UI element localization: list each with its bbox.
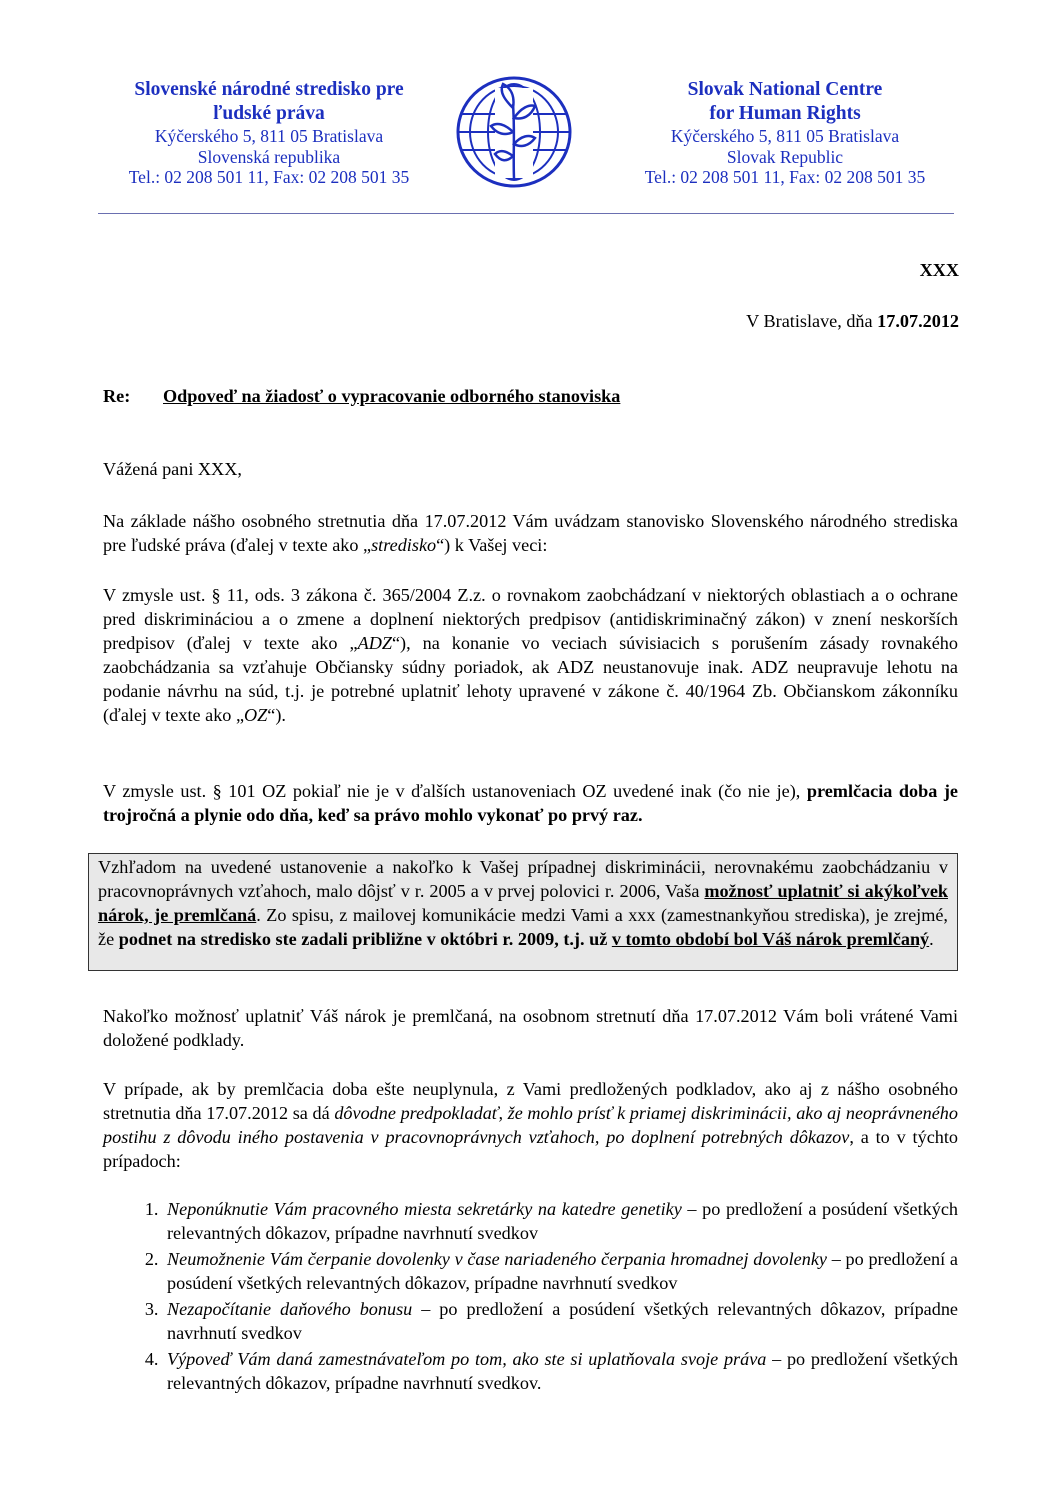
org-name-sk-line2: ľudské práva xyxy=(213,103,325,124)
paragraph-intro xyxy=(103,509,958,557)
p2-term-adz: ADZ xyxy=(357,633,392,653)
p1-text-c: “) k Vašej veci: xyxy=(436,535,548,555)
paragraph-possible-discrimination xyxy=(103,1077,958,1173)
box-text-c: . Zo spisu, z mailovej komunikácie medzi Vami a xxx (zamestnankyňou strediska), je zrejmé, že xyxy=(98,905,948,949)
re-subject: Odpoveď na žiadosť o vypracovanie odborného stanoviska xyxy=(163,386,621,406)
list-item xyxy=(163,1247,958,1295)
p1-text-a: Na základe nášho osobného stretnutia dňa 17.07.2012 Vám uvádzam stanovisko Slovenského národného strediska pre ľudské práva (ďalej v texte ako „ xyxy=(103,511,958,555)
list-item xyxy=(163,1347,958,1395)
contact-sk: Tel.: 02 208 501 11, Fax: 02 208 501 35 xyxy=(128,167,410,187)
org-name-sk-line1: Slovenské národné stredisko pre xyxy=(134,79,404,100)
cases-list xyxy=(103,1197,958,1397)
p5-text-a: V prípade, ak by premlčacia doba ešte neuplynula, z Vami predložených podkladov, ako aj z nášho osobného stretnutia dňa 17.07.2012 sa dá xyxy=(103,1079,958,1123)
country-sk: Slovenská republika xyxy=(197,146,341,167)
p2-term-oz: OZ xyxy=(244,705,268,725)
p5-text-c: , a to v týchto prípadoch: xyxy=(103,1127,959,1171)
list-item-title: Výpoveď Vám daná zamestnávateľom po tom, ako ste si uplatňovala svoje práva xyxy=(167,1349,767,1369)
recipient: XXX xyxy=(919,260,959,280)
letterhead-right xyxy=(605,78,965,188)
country-en: Slovak Republic xyxy=(726,146,844,167)
org-name-en-line2: for Human Rights xyxy=(709,103,861,124)
re-label: Re: xyxy=(103,386,131,406)
list-item-text: – po predložení a posúdení všetkých relevantných dôkazov, prípadne navrhnutí svedkov xyxy=(167,1299,958,1343)
place-date xyxy=(746,311,959,332)
list-item xyxy=(163,1297,958,1345)
box-text-a: Vzhľadom na uvedené ustanovenie a nakoľko k Vašej prípadnej diskriminácii, nerovnakému zaobchádzaniu v pracovnoprávnych vzťahoch, malo dôjsť v r. 2005 a v prvej polovici r. 2006, Vaša xyxy=(98,857,948,901)
p3-text-a: V zmysle ust. § 101 OZ pokiaľ nie je v ďalších ustanoveniach OZ uvedené inak (čo nie je), xyxy=(103,781,807,801)
list-item-title: Neponúknutie Vám pracovného miesta sekretárky na katedre genetiky xyxy=(167,1199,682,1219)
address-en: Kýčerského 5, 811 05 Bratislava xyxy=(670,126,900,146)
box-submission-date: podnet na stredisko ste zadali približne v októbri r. 2009, t.j. už xyxy=(118,929,612,949)
box-text-f: . xyxy=(929,929,934,949)
org-name-en-line1: Slovak National Centre xyxy=(687,79,883,100)
p5-italic-assumption: dôvodne predpokladať, že mohlo prísť k priamej diskriminácii, ako aj neoprávneného postihu z dôvodu iného postavenia v pracovnoprávnych vzťahoch, po doplnení potrebných dôkazov xyxy=(103,1103,958,1147)
place-prefix: V Bratislave, dňa xyxy=(746,311,878,331)
header-divider xyxy=(98,213,954,214)
p1-term-stredisko: stredisko xyxy=(371,535,437,555)
list-item-title: Nezapočítanie daňového bonusu xyxy=(167,1299,413,1319)
list-item-title: Neumožnenie Vám čerpanie dovolenky v čase nariadeného čerpania hromadnej dovolenky xyxy=(167,1249,827,1269)
letterhead-left xyxy=(90,78,448,188)
salutation: Vážená pani XXX, xyxy=(103,459,242,479)
paragraph-limitation xyxy=(103,779,958,827)
box-claim-barred: možnosť uplatniť si akýkoľvek nárok, je premlčaná xyxy=(98,881,949,925)
list-item-text: – po predložení a posúdení všetkých relevantných dôkazov, prípadne navrhnutí svedkov xyxy=(167,1199,958,1243)
p2-text-a: V zmysle ust. § 11, ods. 3 zákona č. 365/2004 Z.z. o rovnakom zaobchádzaní v niektorých oblastiach a o ochrane pred diskrimináciou a o zmene a doplnení niektorých predpisov (antidiskriminačný zákon) v znení neskorších predpisov (ďalej v texte ako „ xyxy=(103,585,958,653)
paragraph-documents-returned: Nakoľko možnosť uplatniť Váš nárok je premlčaná, na osobnom stretnutí dňa 17.07.2012 Vám boli vrátené Vami doložené podklady. xyxy=(103,1006,958,1050)
p2-text-e: “). xyxy=(267,705,286,725)
contact-en: Tel.: 02 208 501 11, Fax: 02 208 501 35 xyxy=(644,167,926,187)
paragraph-adz xyxy=(103,583,958,727)
address-sk: Kýčerského 5, 811 05 Bratislava xyxy=(154,126,384,146)
letter-date: 17.07.2012 xyxy=(877,311,959,331)
highlight-box xyxy=(88,853,958,971)
globe-with-plant-logo xyxy=(455,74,573,190)
box-claim-barred-period: v tomto období bol Váš nárok premlčaný xyxy=(611,929,930,949)
list-item-text: – po predložení všetkých relevantných dôkazov, prípadne navrhnutí svedkov. xyxy=(167,1349,958,1393)
list-item xyxy=(163,1197,958,1245)
p2-text-c: “), na konanie vo veciach súvisiacich s porušením zásady rovnakého zaobchádzania sa vzťahuje Občiansky súdny poriadok, ak ADZ neustanovuje inak. ADZ neupravuje lehotu na podanie návrhu na súd, t.j. je potrebné uplatniť lehoty upravené v zákone č. 40/1964 Zb. Občianskom zákonníku (ďalej v texte ako „ xyxy=(103,633,958,725)
p3-bold-statement: premlčacia doba je trojročná a plynie odo dňa, keď sa právo mohlo vykonať po prvý raz. xyxy=(103,781,958,825)
list-item-text: – po predložení a posúdení všetkých relevantných dôkazov, prípadne navrhnutí svedkov xyxy=(167,1249,958,1293)
